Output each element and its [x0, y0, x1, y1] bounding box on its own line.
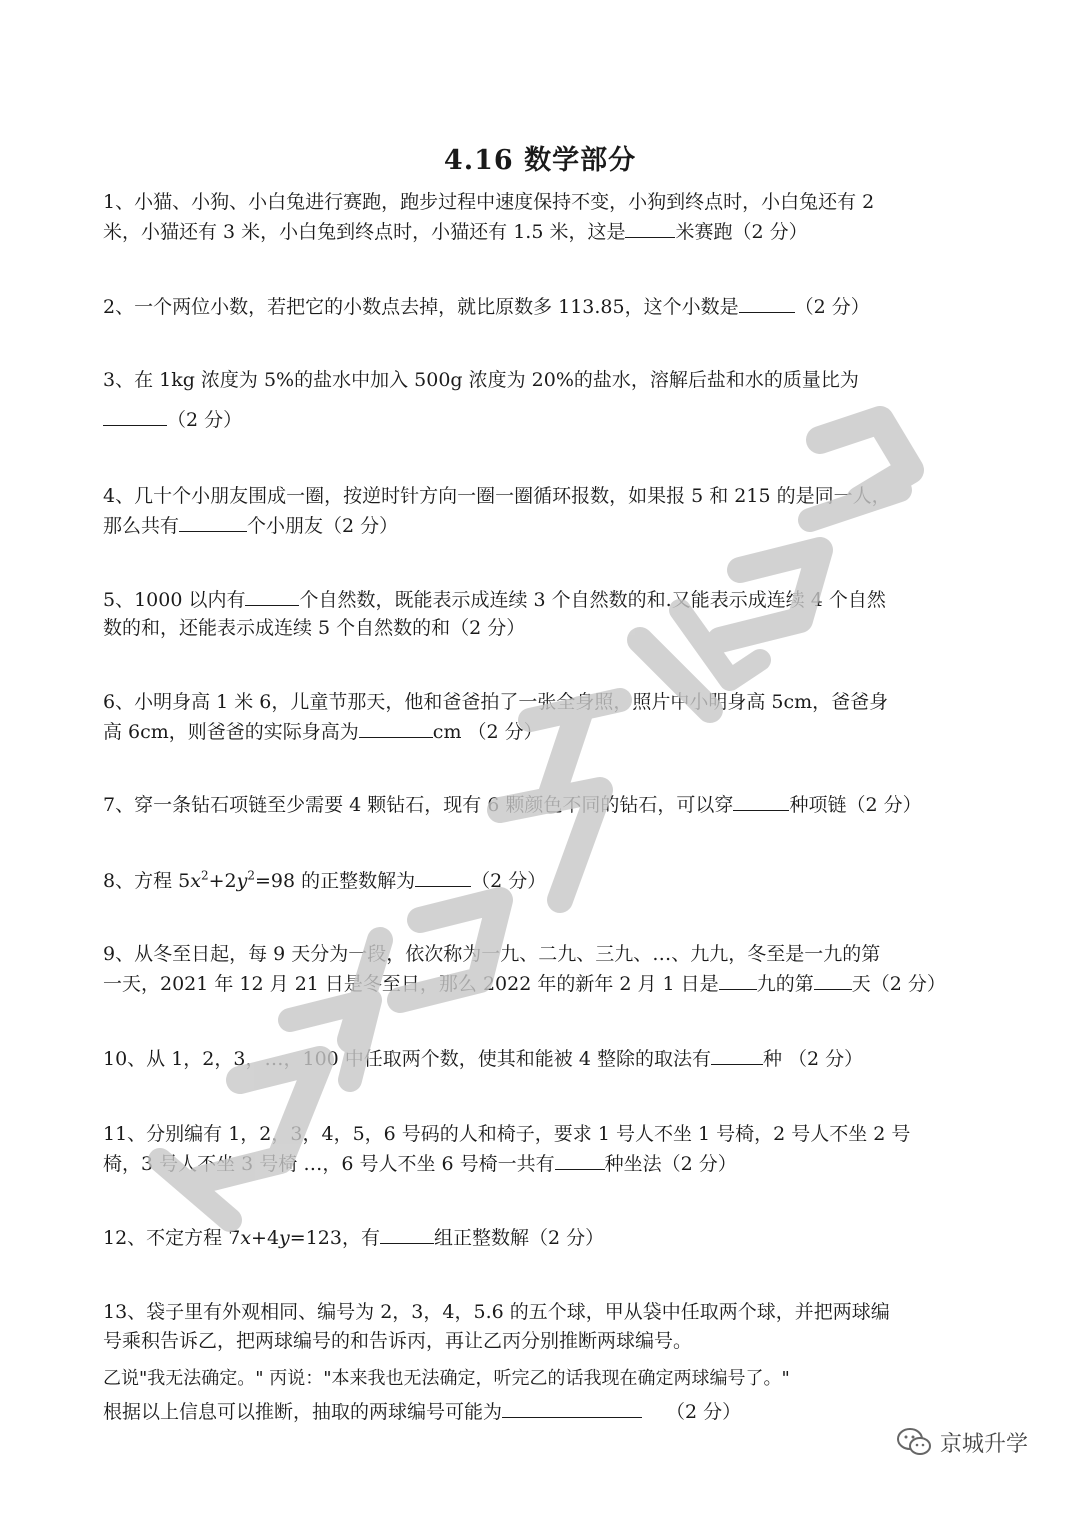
question-2 [103, 292, 983, 321]
question-text: 1、小猫、小狗、小白兔进行赛跑，跑步过程中速度保持不变，小狗到终点时，小白兔还有 2 [103, 191, 875, 213]
answer-blank [415, 866, 471, 887]
question-text: 米赛跑（2 分） [675, 221, 808, 243]
exponent: 2 [247, 868, 255, 883]
question-text: 米，小猫还有 3 米，小白兔到终点时，小猫还有 1.5 米，这是 [103, 221, 626, 243]
question-11 [103, 1120, 983, 1178]
question-text: 号乘积告诉乙，把两球编号的和告诉丙，再让乙丙分别推断两球编号。 [103, 1330, 693, 1352]
question-text: 数的和，还能表示成连续 5 个自然数的和（2 分） [103, 617, 526, 639]
question-text: （2 分） [471, 870, 547, 892]
page-title: 4.16 数学部分 [443, 145, 637, 176]
question-text: 7、穿一条钻石项链至少需要 4 颗钻石，现有 6 颗颜色不同的钻石，可以穿 [103, 794, 734, 816]
answer-blank [739, 292, 795, 313]
question-5 [103, 585, 983, 643]
question-text: 13、袋子里有外观相同、编号为 2，3，4，5.6 的五个球，甲从袋中任取两个球，并把两球编 [103, 1301, 890, 1323]
answer-blank [625, 217, 675, 238]
question-6 [103, 688, 983, 746]
question-text: 9、从冬至日起，每 9 天分为一段，依次称为一九、二九、三九、…、九九，冬至是一九的第 [103, 943, 881, 965]
question-text: 3、在 1kg 浓度为 5%的盐水中加入 500g 浓度为 20%的盐水，溶解后盐和水的质量比为 [103, 369, 859, 391]
question-text: 天（2 分） [851, 973, 946, 995]
question-text: cm （2 分） [432, 721, 543, 743]
question-text: =123，有 [289, 1227, 380, 1249]
brand-name: 京城升学 [940, 1431, 1029, 1457]
math-variable: y [279, 1227, 290, 1249]
answer-blank [719, 969, 757, 990]
answer-blank [733, 790, 789, 811]
answer-blank [380, 1223, 434, 1244]
question-text: 10、从 1，2，3，…，100 中任取两个数，使其和能被 4 整除的取法有 [103, 1048, 711, 1070]
question-text: 那么共有 [103, 515, 180, 537]
question-text: 个小朋友（2 分） [247, 515, 399, 537]
question-8 [103, 866, 983, 895]
math-variable: x [190, 870, 201, 892]
question-4 [103, 482, 983, 540]
question-text: =98 的正整数解为 [254, 870, 416, 892]
question-text: 12、不定方程 7 [103, 1227, 241, 1249]
question-text: 种 （2 分） [762, 1048, 864, 1070]
question-text: 6、小明身高 1 米 6，儿童节那天，他和爸爸拍了一张全身照，照片中小明身高 5cm，爸爸身 [103, 691, 889, 713]
question-text: 一天，2021 年 12 月 21 日是冬至日，那么 2022 年的新年 2 月 1 日是 [103, 973, 719, 995]
answer-blank [359, 717, 433, 738]
question-9 [103, 940, 983, 998]
question-text: 组正整数解（2 分） [433, 1227, 605, 1249]
question-text: 4、几十个小朋友围成一圈，按逆时针方向一圈一圈循环报数，如果报 5 和 215 的是同一人， [103, 485, 891, 507]
question-text: 种项链（2 分） [789, 794, 922, 816]
question-text: （2 分） [666, 1401, 742, 1423]
question-7 [103, 790, 983, 819]
question-text: 椅，3 号人不坐 3 号椅 …，6 号人不坐 6 号椅一共有 [103, 1153, 555, 1175]
question-text: 九的第 [756, 973, 814, 995]
question-text: 根据以上信息可以推断，抽取的两球编号可能为 [103, 1401, 503, 1423]
math-variable: y [236, 870, 248, 892]
question-3 [103, 366, 983, 434]
answer-blank [103, 405, 167, 426]
question-text: （2 分） [167, 409, 243, 431]
question-12 [103, 1223, 983, 1252]
question-text: 个自然数，既能表示成连续 3 个自然数的和.又能表示成连续 4 个自然 [299, 589, 886, 611]
wechat-icon [896, 1427, 932, 1457]
brand-mark [896, 1422, 1028, 1462]
question-text: 高 6cm，则爸爸的实际身高为 [103, 721, 359, 743]
question-text: +2 [208, 870, 237, 892]
exponent: 2 [200, 868, 209, 883]
question-13 [103, 1298, 983, 1426]
question-text: 5、1000 以内有 [103, 589, 246, 611]
question-text: 种坐法（2 分） [604, 1153, 737, 1175]
answer-blank [711, 1044, 763, 1065]
answer-blank [179, 511, 247, 532]
question-10 [103, 1044, 983, 1073]
math-variable: x [240, 1227, 252, 1249]
question-text: +4 [251, 1227, 280, 1249]
question-1 [103, 188, 983, 246]
answer-blank [814, 969, 852, 990]
question-text: 2、一个两位小数，若把它的小数点去掉，就比原数多 113.85，这个小数是 [103, 296, 739, 318]
question-text: 11、分别编有 1，2，3，4，5，6 号码的人和椅子，要求 1 号人不坐 1 号椅，2 号人不坐 2 号 [103, 1123, 911, 1145]
answer-blank [555, 1149, 605, 1170]
question-text: 乙说"我无法确定。" 丙说："本来我也无法确定，听完乙的话我现在确定两球编号了。" [103, 1368, 790, 1389]
answer-blank [245, 585, 299, 606]
answer-blank [502, 1397, 642, 1418]
question-text: （2 分） [794, 296, 870, 318]
question-text: 8、方程 5 [103, 870, 191, 892]
